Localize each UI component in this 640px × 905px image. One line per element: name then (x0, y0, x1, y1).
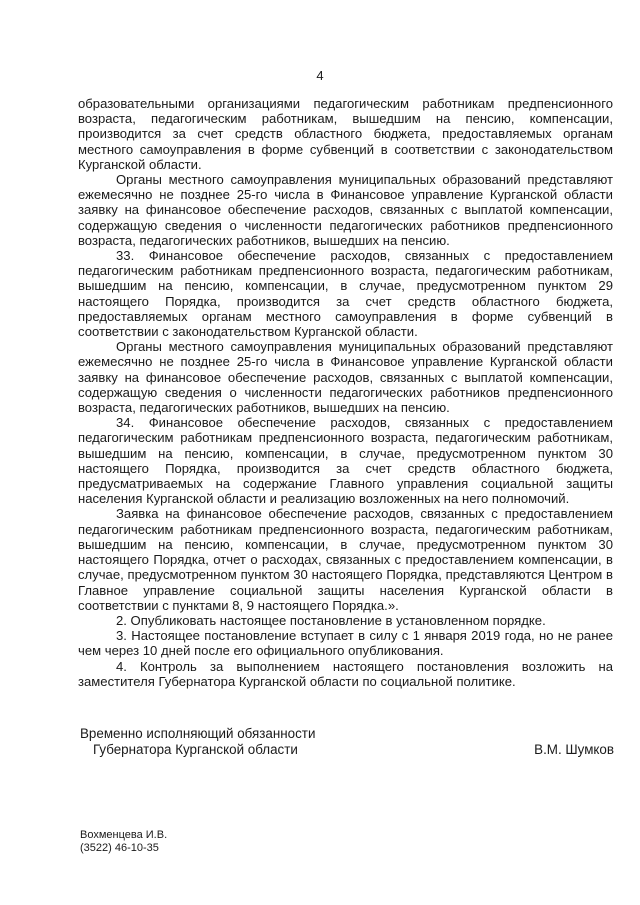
paragraph-item-33: 33. Финансовое обеспечение расходов, связанных с предоставлением педагогическим работникам предпенсионного возраста, педагогическим работникам, вышедшим на пенсию, компенсации, в случае, предусмотренном пунктом 29 настоящего Порядка, производится за счет средств областного бюджета, предоставляемых органам местного самоуправления в форме субвенций в соответствии с законодательством Курганской области. (78, 248, 613, 340)
paragraph: Органы местного самоуправления муниципальных образований представляют ежемесячно не позднее 25-го числа в Финансовое управление Курганской области заявку на финансовое обеспечение расходов, связанных с выплатой компенсации, содержащую сведения о численности педагогических работников предпенсионного возраста, педагогических работников, вышедших на пенсию. (78, 339, 613, 416)
paragraph-item-4: 4. Контроль за выполнением настоящего постановления возложить на заместителя Губернатора Курганской области по социальной политике. (78, 658, 613, 689)
contact-phone: (3522) 46-10-35 (80, 842, 159, 854)
contact-name: Вохменцева И.В. (80, 829, 168, 841)
signatory-title-line1: Временно исполняющий обязанности (80, 726, 316, 741)
paragraph: Заявка на финансовое обеспечение расходов, связанных с предоставлением педагогическим работникам предпенсионного возраста, педагогическим работникам, вышедшим на пенсию, компенсации, в случае, предусмотренном пунктом 30 настоящего Порядка, отчет о расходах, связанных с предоставлением компенсации, в случае, предусмотренном пунктом 30 настоящего Порядка, представляются Центром в Главное управление социальной защиты населения Курганской области в соответствии с пунктами 8, 9 настоящего Порядка.». (78, 506, 613, 613)
paragraph-item-34: 34. Финансовое обеспечение расходов, связанных с предоставлением педагогическим работникам предпенсионного возраста, педагогическим работникам, вышедшим на пенсию, компенсации, в случае, предусмотренном пунктом 30 настоящего Порядка, производится за счет средств областного бюджета, предусматриваемых на содержание Главного управления социальной защиты населения Курганской области и реализацию возложенных на него полномочий. (78, 415, 613, 507)
signatory-title-line2: Губернатора Курганской области (93, 742, 298, 757)
document-body (78, 96, 613, 689)
contact-block (80, 829, 167, 855)
signatory-name: В.М. Шумков (534, 742, 614, 757)
paragraph: Органы местного самоуправления муниципальных образований представляют ежемесячно не позднее 25-го числа в Финансовое управление Курганской области заявку на финансовое обеспечение расходов, связанных с выплатой компенсации, содержащую сведения о численности педагогических работников предпенсионного возраста, педагогических работников, вышедших на пенсию. (78, 172, 613, 248)
paragraph: образовательными организациями педагогическим работникам предпенсионного возраста, педагогическим работникам, вышедшим на пенсию, компенсации, производится за счет средств областного бюджета, предоставляемых органам местного самоуправления в форме субвенций в соответствии с законодательством Курганской области. (78, 96, 613, 172)
page-number: 4 (316, 68, 324, 83)
paragraph-item-2: 2. Опубликовать настоящее постановление в установленном порядке. (116, 612, 546, 628)
paragraph-item-3: 3. Настоящее постановление вступает в силу с 1 января 2019 года, но не ранее чем через 10 дней после его официального опубликования. (78, 628, 613, 659)
